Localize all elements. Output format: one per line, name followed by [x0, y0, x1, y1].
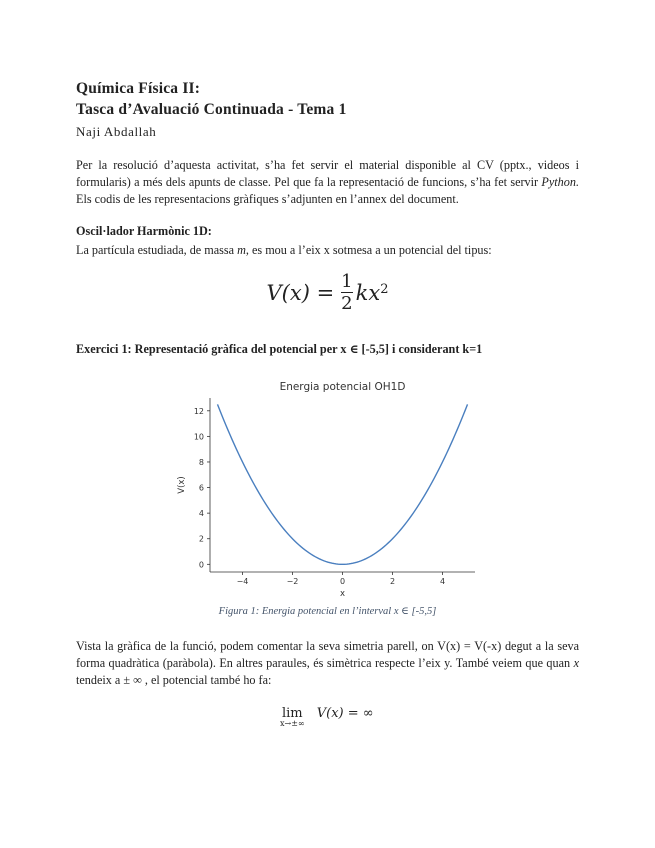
x-tick-label: 2: [389, 577, 396, 586]
x-axis-label: x: [339, 589, 346, 599]
figure-caption: Figura 1: Energia potencial en l’interval x ∈ [-5,5]: [218, 606, 437, 617]
chart-title: Energia potencial OH1D: [279, 381, 406, 393]
section-heading-oscillator: Oscil·lador Harmònic 1D:: [76, 224, 212, 238]
discussion-paragraph: Vista la gràfica de la funció, podem comentar la seva simetria parell, on V(x) = V(-x) degut a la seva forma quadràtica (paràbola). En altres paraules, és simètrica respecte l’eix y. També veiem que quan x tendeix a ± ∞ , el potencial també ho fa:: [76, 639, 579, 687]
y-tick-label: 0: [198, 560, 204, 570]
x-tick-label: −4: [236, 577, 249, 586]
y-tick-label: 8: [198, 457, 204, 467]
y-tick-label: 6: [198, 483, 204, 493]
y-tick-label: 4: [198, 509, 204, 519]
y-tick-label: 2: [198, 534, 204, 544]
python-word: Python.: [541, 175, 579, 189]
x-tick-label: 0: [339, 577, 346, 586]
potential-formula: V(x) = $\frac{1}{2}$ kx $^2$: [266, 271, 389, 314]
limit-formula: lim x→±∞ V(x) = ∞: [280, 706, 374, 728]
potential-curve: [218, 404, 468, 564]
potential-chart: [170, 376, 480, 601]
intro-paragraph: Per la resolució d’aquesta activitat, s’ha fet servir el material disponible al CV (pptx., videos i formularis) a més dels apunts de classe. Pel que fa la representació de funcions, s’ha fet servir Python. Els codis de les representacions gràfiques s’adjunten en l’annex del document.: [76, 158, 579, 206]
x-tick-label: −2: [286, 577, 299, 586]
y-axis-label: V(x): [177, 476, 187, 494]
exercise1-heading: Exercici 1: Representació gràfica del potencial per x ∈ [-5,5] i considerant k=1: [76, 342, 483, 356]
section-paragraph: La partícula estudiada, de massa m, es mou a l’eix x sotmesa a un potencial del tipus:: [76, 243, 492, 257]
document-subtitle: Tasca d’Avaluació Continuada - Tema 1: [76, 101, 347, 118]
author-name: Naji Abdallah: [76, 124, 157, 139]
document-title: Química Física II:: [76, 80, 201, 97]
y-tick-label: 10: [193, 432, 204, 442]
x-tick-label: 4: [439, 577, 446, 586]
y-tick-label: 12: [193, 406, 204, 416]
